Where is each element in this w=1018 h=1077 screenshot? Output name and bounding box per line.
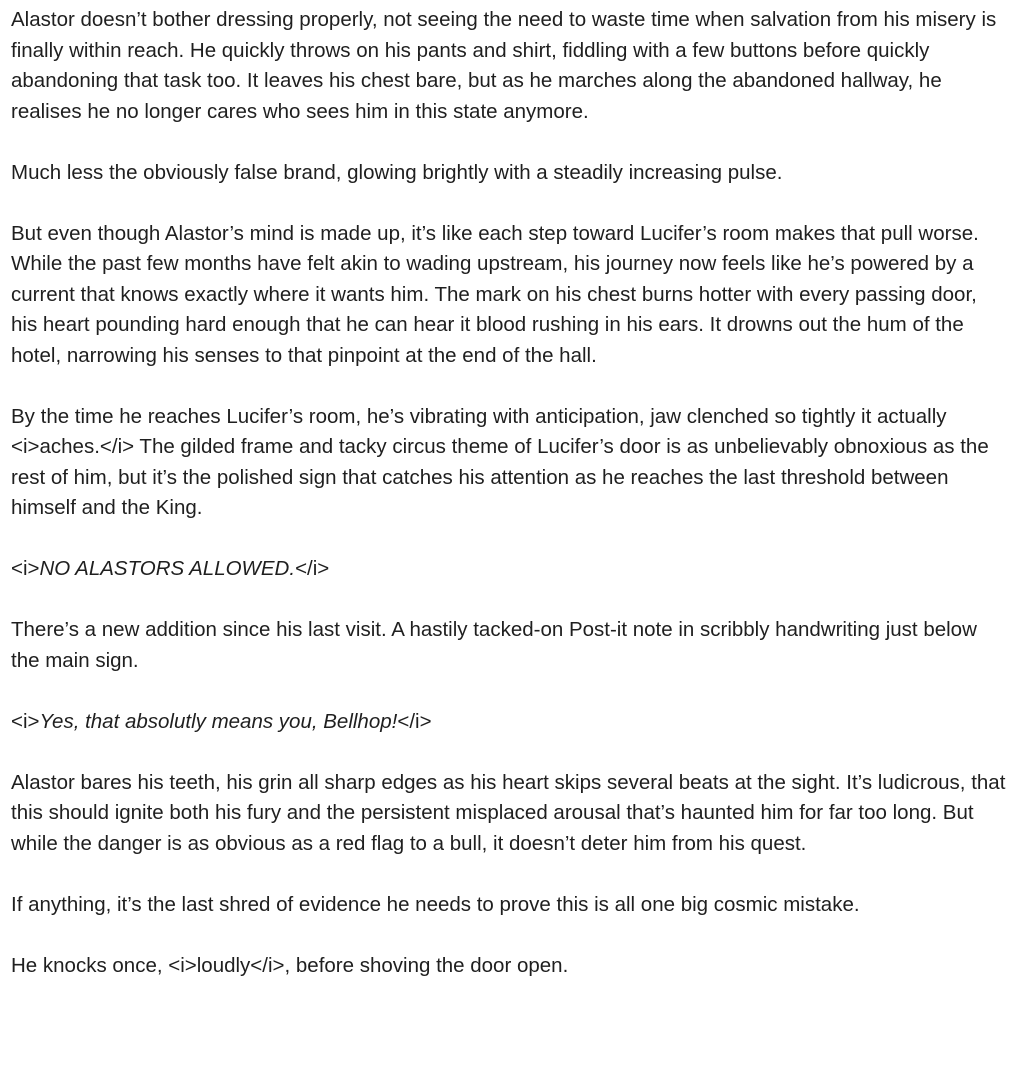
paragraph-5-sign-text: [11, 554, 1007, 585]
paragraph-9: If anything, it’s the last shred of evidence he needs to prove this is all one big cosmic mistake.: [11, 892, 860, 916]
paragraph-1: Alastor doesn’t bother dressing properly, not seeing the need to waste time when salvation from his misery is finally within reach. He quickly throws on his pants and shirt, fiddling with a few buttons before quickly abandoning that task too. It leaves his chest bare, but as he marches along the abandoned hallway, he realises he no longer cares who sees him in this state anymore.: [11, 8, 997, 123]
paragraph-4: By the time he reaches Lucifer’s room, he’s vibrating with anticipation, jaw clenched so tightly it actually <i>aches.</i> The gilded frame and tacky circus theme of Lucifer’s door is as unbelievably obnoxious as the rest of him, but it’s the polished sign that catches his attention as he reaches the last threshold between himself and the King.: [11, 404, 989, 519]
tag-open: <i>: [11, 709, 40, 733]
paragraph-10: He knocks once, <i>loudly</i>, before shoving the door open.: [11, 953, 569, 977]
paragraph-2: Much less the obviously false brand, glowing brightly with a steadily increasing pulse.: [11, 160, 783, 184]
story-text: [11, 5, 1007, 981]
paragraph-3: But even though Alastor’s mind is made up, it’s like each step toward Lucifer’s room makes that pull worse. While the past few months have felt akin to wading upstream, his journey now feels like he’s powered by a current that knows exactly where it wants him. The mark on his chest burns hotter with every passing door, his heart pounding hard enough that he can hear it blood rushing in his ears. It drowns out the hum of the hotel, narrowing his senses to that pinpoint at the end of the hall.: [11, 221, 979, 367]
paragraph-7-note-text: [11, 707, 1007, 738]
paragraph-8: Alastor bares his teeth, his grin all sharp edges as his heart skips several beats at the sight. It’s ludicrous, that this should ignite both his fury and the persistent misplaced arousal that’s haunted him for far too long. But while the danger is as obvious as a red flag to a bull, it doesn’t deter him from his quest.: [11, 770, 1006, 855]
tag-close: </i>: [295, 557, 330, 580]
note-text-italic: Yes, that absolutly means you, Bellhop!: [39, 709, 398, 733]
tag-open: <i>: [11, 557, 40, 580]
paragraph-6: There’s a new addition since his last visit. A hastily tacked-on Post-it note in scribbly handwriting just below the main sign.: [11, 618, 977, 672]
sign-text-italic: NO ALASTORS ALLOWED.: [39, 557, 296, 580]
tag-close: </i>: [397, 709, 432, 733]
